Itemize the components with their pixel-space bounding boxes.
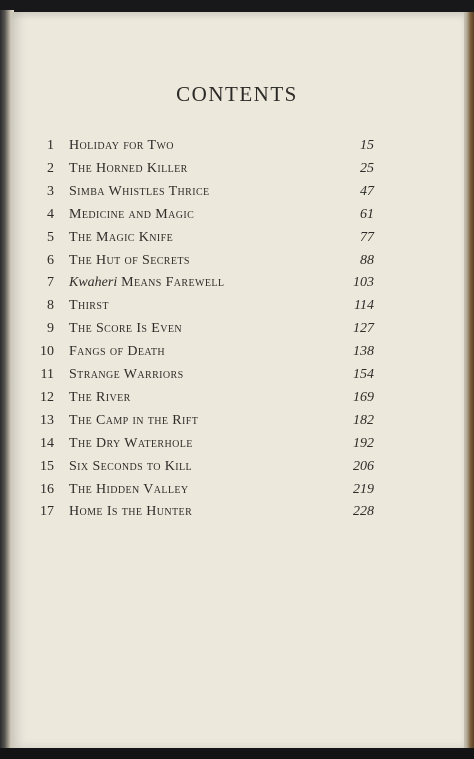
chapter-number: 1 [47, 138, 54, 153]
chapter-title [69, 367, 184, 383]
chapter-page-number: 61 [360, 206, 374, 222]
chapter-title-text: Thirst [69, 298, 109, 314]
chapter-page-number: 114 [354, 298, 374, 314]
chapter-title [69, 138, 174, 154]
toc-entry [0, 184, 474, 207]
chapter-number: 14 [40, 435, 54, 451]
chapter-title-text: The River [69, 389, 131, 405]
chapter-page-number: 88 [360, 252, 374, 268]
chapter-title-text: Holiday for Two [69, 138, 174, 153]
chapter-title-text: Simba Whistles Thrice [69, 183, 210, 199]
chapter-title-text: The Horned Killer [69, 160, 188, 176]
chapter-title [69, 230, 173, 246]
chapter-number: 10 [40, 344, 54, 360]
chapter-page-number: 47 [360, 183, 374, 199]
chapter-title-text: Six Seconds to Kill [69, 458, 193, 474]
contents-heading: CONTENTS [176, 82, 298, 106]
scan-bottom-border [0, 748, 474, 759]
chapter-title-text: The Score Is Even [69, 321, 182, 337]
chapter-title [69, 436, 193, 452]
chapter-page-number: 77 [360, 229, 374, 245]
toc-entry [0, 344, 474, 367]
chapter-page-number: 138 [353, 344, 374, 360]
chapter-title-italic: Kwaheri [69, 275, 118, 291]
chapter-title-text: The Hut of Secrets [69, 252, 190, 268]
toc-entry [0, 321, 474, 344]
chapter-page-number: 127 [353, 321, 374, 337]
chapter-title [69, 459, 192, 475]
chapter-title-text: Strange Warriors [69, 367, 184, 382]
chapter-number: 12 [40, 389, 54, 405]
toc-entry [0, 230, 474, 253]
chapter-number: 15 [40, 458, 54, 474]
chapter-number: 7 [47, 275, 54, 291]
chapter-number: 8 [47, 298, 54, 314]
chapter-page-number: 192 [353, 435, 374, 451]
toc-entry [0, 504, 474, 527]
chapter-title [69, 298, 109, 314]
chapter-number: 4 [47, 206, 54, 222]
toc-entry [0, 207, 474, 230]
toc-entry [0, 367, 474, 390]
toc-entry [0, 459, 474, 482]
chapter-page-number: 169 [353, 389, 374, 405]
chapter-title [69, 321, 182, 337]
toc-entry [0, 253, 474, 276]
chapter-page-number: 15 [360, 138, 374, 153]
chapter-title-text: The Hidden Valley [69, 481, 189, 497]
chapter-number: 16 [40, 481, 54, 497]
chapter-number: 2 [47, 160, 54, 176]
toc-entry [0, 413, 474, 436]
chapter-title-text: The Dry Waterhole [69, 435, 193, 451]
chapter-title-text: The Camp in the Rift [69, 412, 199, 428]
chapter-page-number: 154 [353, 367, 374, 382]
chapter-page-number: 182 [353, 412, 374, 428]
chapter-title-text: Medicine and Magic [69, 206, 195, 222]
chapter-title [69, 413, 198, 429]
chapter-title-text: Home Is the Hunter [69, 504, 193, 520]
toc-entry [0, 161, 474, 184]
chapter-title-text: Fangs of Death [69, 344, 166, 360]
chapter-title [69, 253, 190, 269]
toc-entry [0, 482, 474, 505]
chapter-number: 6 [47, 252, 54, 268]
chapter-number: 5 [47, 229, 54, 245]
chapter-page-number: 228 [353, 504, 374, 520]
chapter-number: 3 [47, 183, 54, 199]
chapter-title [69, 504, 192, 520]
chapter-page-number: 219 [353, 481, 374, 497]
chapter-number: 9 [47, 321, 54, 337]
chapter-number: 13 [40, 412, 54, 428]
toc-entry [0, 436, 474, 459]
chapter-title [69, 390, 131, 406]
chapter-page-number: 25 [360, 160, 374, 176]
toc-entry [0, 275, 474, 298]
chapter-title [69, 344, 165, 360]
chapter-title [69, 161, 188, 177]
chapter-title [69, 207, 194, 223]
toc-entry [0, 390, 474, 413]
toc-entry [0, 298, 474, 321]
toc-entry [0, 138, 474, 161]
chapter-number: 17 [40, 504, 54, 520]
chapter-title [69, 275, 224, 291]
chapter-title [69, 184, 210, 200]
chapter-page-number: 103 [353, 275, 374, 291]
chapter-title-text: The Magic Knife [69, 229, 174, 245]
chapter-title-text: Means Farewell [117, 275, 225, 291]
chapter-number: 11 [40, 367, 54, 382]
chapter-page-number: 206 [353, 458, 374, 474]
chapter-title [69, 482, 189, 498]
